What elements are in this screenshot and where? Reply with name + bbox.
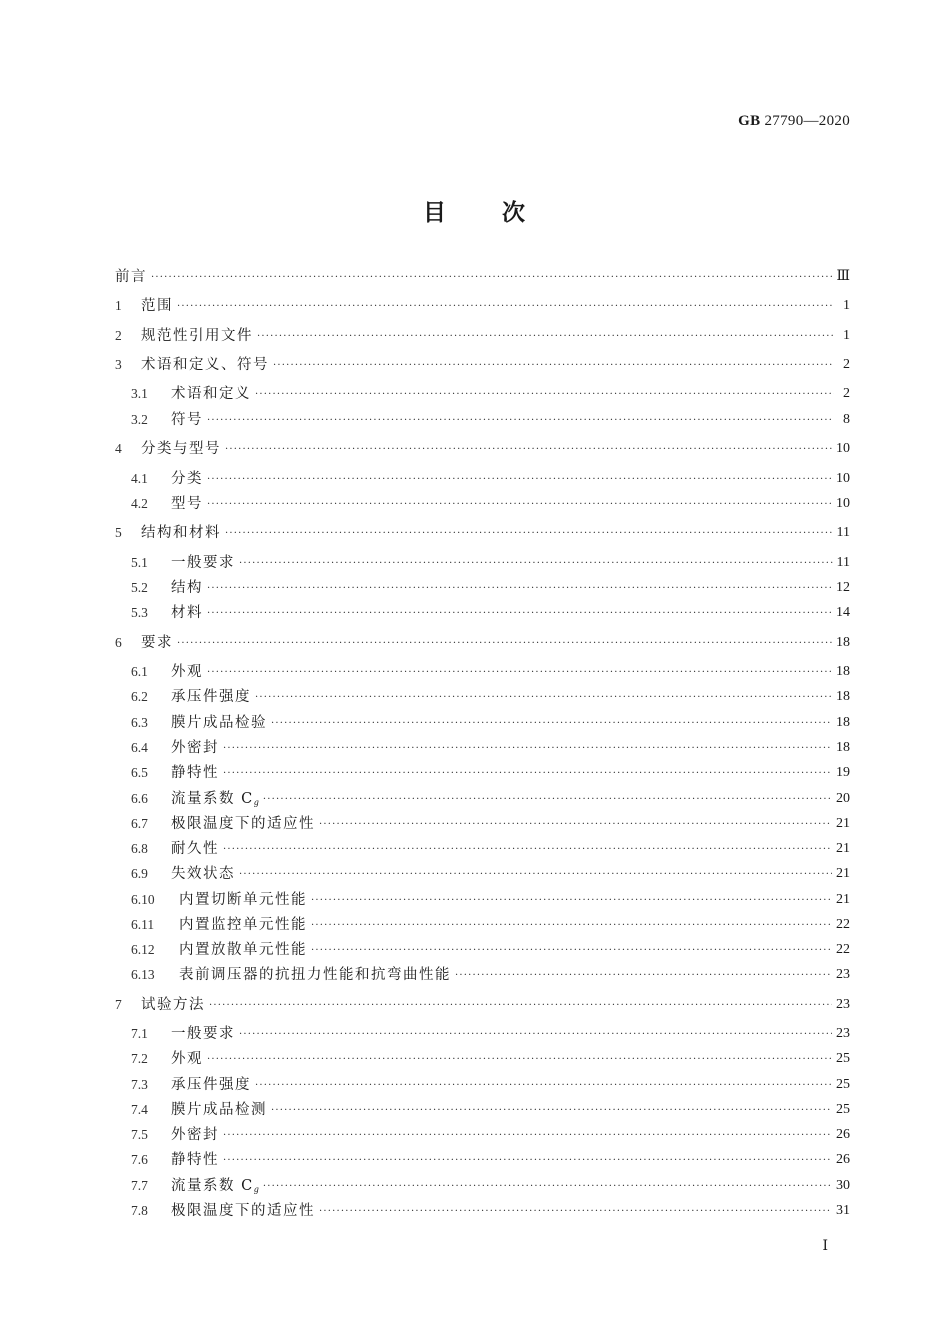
toc-entry[interactable] — [115, 267, 850, 287]
dot-leader — [223, 764, 832, 784]
toc-entry[interactable] — [131, 603, 850, 623]
toc-entry-number: 2 — [115, 328, 122, 343]
toc-entry-label — [115, 326, 253, 346]
toc-entry-page: 23 — [836, 967, 850, 982]
toc-entry-number: 7.1 — [131, 1026, 148, 1041]
toc-entry-title: 极限温度下的适应性 — [171, 816, 315, 832]
dot-leader — [239, 865, 832, 885]
toc-entry[interactable] — [131, 864, 850, 884]
toc-entry[interactable] — [131, 578, 850, 598]
toc-entry-number: 3.2 — [131, 412, 148, 427]
toc-entry-page: 2 — [843, 386, 850, 401]
toc-entry-page: 10 — [836, 496, 850, 511]
toc-entry-label — [131, 1024, 235, 1044]
toc-entry-title: 外密封 — [171, 740, 219, 756]
dot-leader — [311, 891, 832, 911]
dot-leader — [207, 604, 832, 624]
toc-entry-title: 范围 — [141, 298, 173, 314]
toc-entry-page: 21 — [836, 892, 850, 907]
dot-leader — [225, 524, 833, 544]
toc-entry-number: 5.2 — [131, 580, 148, 595]
toc-entry-page: 11 — [836, 555, 850, 570]
toc-entry-page: 21 — [836, 866, 850, 881]
dot-leader — [207, 579, 832, 599]
toc-entry-number: 7.4 — [131, 1102, 148, 1117]
toc-entry-number: 7.2 — [131, 1051, 148, 1066]
toc-entry-title: 规范性引用文件 — [141, 328, 253, 344]
dot-leader — [223, 840, 832, 860]
toc-entry-label — [131, 1100, 267, 1120]
toc-entry-number: 7.7 — [131, 1178, 148, 1193]
toc-entry[interactable] — [115, 355, 850, 375]
toc-entry-label — [115, 633, 173, 653]
toc-entry-page: 8 — [843, 412, 850, 427]
toc-entry-number: 6.4 — [131, 740, 148, 755]
toc-entry-page: 1 — [843, 328, 850, 343]
toc-entry-label — [131, 814, 315, 834]
toc-entry-subscript: g — [253, 1185, 259, 1194]
toc-entry-number: 4 — [115, 441, 122, 456]
toc-entry-label — [131, 738, 219, 758]
dot-leader — [455, 966, 832, 986]
toc-entry-label — [131, 713, 267, 733]
toc-entry-page: Ⅲ — [836, 269, 850, 284]
toc-entry-page: 14 — [836, 605, 850, 620]
toc-entry-number: 7.8 — [131, 1203, 148, 1218]
toc-entry-label — [131, 384, 251, 404]
toc-entry-label — [115, 355, 269, 375]
toc-entry-label — [131, 410, 203, 430]
toc-entry-page: 12 — [836, 580, 850, 595]
toc-entry-number: 6 — [115, 635, 122, 650]
toc-entry-page: 18 — [836, 664, 850, 679]
toc-entry-page: 22 — [836, 917, 850, 932]
toc-entry[interactable] — [131, 1100, 850, 1120]
toc-entry-page: 25 — [836, 1051, 850, 1066]
toc-entry-page: 20 — [836, 791, 850, 806]
toc-entry-title: 型号 — [171, 496, 203, 512]
toc-entry-number: 5 — [115, 525, 122, 540]
toc-entry-title: 流量系数 C — [171, 1178, 254, 1194]
dot-leader — [263, 1177, 832, 1197]
toc-entry[interactable] — [131, 1201, 850, 1221]
dot-leader — [263, 790, 832, 810]
toc-entry[interactable] — [131, 890, 850, 910]
toc-entry-page: 25 — [836, 1077, 850, 1092]
dot-leader — [255, 688, 832, 708]
toc-entry-title: 外观 — [171, 1051, 203, 1067]
toc-entry-page: 1 — [843, 298, 850, 313]
toc-entry[interactable] — [131, 1150, 850, 1170]
dot-leader — [177, 297, 834, 317]
toc-entry-title: 分类 — [171, 471, 203, 487]
toc-entry-label — [131, 494, 203, 514]
toc-entry-label — [115, 523, 221, 543]
toc-entry-number: 7 — [115, 997, 122, 1012]
dot-leader — [151, 268, 832, 288]
toc-entry-label — [131, 1201, 315, 1221]
dot-leader — [255, 1076, 832, 1096]
toc-entry-label — [131, 940, 307, 960]
toc-entry-page: 21 — [836, 841, 850, 856]
toc-entry-title: 内置切断单元性能 — [179, 892, 307, 908]
toc-entry[interactable] — [131, 1176, 850, 1196]
toc-entry-number: 6.12 — [131, 942, 155, 957]
toc-entry[interactable] — [131, 553, 850, 573]
toc-entry-label — [115, 439, 221, 459]
dot-leader — [257, 327, 834, 347]
toc-entry-label — [131, 1075, 251, 1095]
toc-entry-label — [131, 763, 219, 783]
dot-leader — [319, 815, 832, 835]
toc-entry-title: 结构 — [171, 580, 203, 596]
page-number: Ⅰ — [822, 1239, 828, 1254]
toc-entry-label — [115, 995, 205, 1015]
toc-entry-title: 极限温度下的适应性 — [171, 1203, 315, 1219]
toc-entry-label — [131, 1150, 219, 1170]
toc-entry-label — [131, 965, 451, 985]
toc-entry-page: 23 — [836, 1026, 850, 1041]
toc-entry-number: 6.13 — [131, 967, 155, 982]
toc-entry-number: 7.5 — [131, 1127, 148, 1142]
dot-leader — [311, 941, 832, 961]
dot-leader — [271, 1101, 832, 1121]
toc-entry-label — [131, 839, 219, 859]
toc-entry[interactable] — [131, 940, 850, 960]
toc-entry-label — [131, 553, 235, 573]
toc-entry-title: 膜片成品检验 — [171, 715, 267, 731]
toc-entry-page: 2 — [843, 357, 850, 372]
toc-entry-title: 静特性 — [171, 765, 219, 781]
toc-entry-page: 10 — [836, 471, 850, 486]
toc-entry-number: 6.8 — [131, 841, 148, 856]
toc-entry-page: 26 — [836, 1152, 850, 1167]
toc-entry-label — [131, 1176, 259, 1196]
toc-entry-number: 6.10 — [131, 892, 155, 907]
toc-entry-page: 25 — [836, 1102, 850, 1117]
toc-entry-page: 21 — [836, 816, 850, 831]
toc-entry-page: 30 — [836, 1178, 850, 1193]
page-title — [0, 194, 950, 227]
toc-entry-label — [131, 603, 203, 623]
toc-entry-page: 23 — [836, 997, 850, 1012]
toc-entry[interactable] — [131, 1024, 850, 1044]
toc-entry-number: 6.2 — [131, 689, 148, 704]
toc-entry-page: 26 — [836, 1127, 850, 1142]
dot-leader — [207, 1050, 832, 1070]
toc-entry[interactable] — [131, 839, 850, 859]
toc-entry-number: 5.3 — [131, 605, 148, 620]
dot-leader — [223, 1126, 832, 1146]
title-char: 次 — [502, 200, 527, 226]
toc-entry-page: 18 — [836, 715, 850, 730]
dot-leader — [271, 714, 832, 734]
toc-entry[interactable] — [131, 1125, 850, 1145]
dot-leader — [209, 996, 832, 1016]
toc-entry-title: 外观 — [171, 664, 203, 680]
toc-entry-number: 7.6 — [131, 1152, 148, 1167]
toc-entry-page: 22 — [836, 942, 850, 957]
toc-entry-title: 一般要求 — [171, 1026, 235, 1042]
toc-entry-number: 5.1 — [131, 555, 148, 570]
dot-leader — [177, 634, 832, 654]
toc-entry-page: 18 — [836, 635, 850, 650]
toc-entry[interactable] — [131, 1049, 850, 1069]
toc-entry-page: 31 — [836, 1203, 850, 1218]
toc-entry-page: 18 — [836, 740, 850, 755]
toc-entry-title: 一般要求 — [171, 555, 235, 571]
toc-entry-title: 耐久性 — [171, 841, 219, 857]
dot-leader — [207, 411, 834, 431]
toc-entry-title: 术语和定义、符号 — [141, 357, 269, 373]
toc-entry[interactable] — [131, 687, 850, 707]
toc-entry[interactable] — [131, 384, 850, 404]
toc-entry-label — [115, 267, 147, 287]
toc-entry[interactable] — [115, 439, 850, 459]
dot-leader — [207, 470, 832, 490]
toc-entry-number: 6.11 — [131, 917, 155, 932]
title-char: 目 — [423, 200, 448, 226]
toc-entry-title: 承压件强度 — [171, 689, 251, 705]
toc-entry[interactable] — [115, 296, 850, 316]
toc-entry[interactable] — [131, 662, 850, 682]
toc-entry[interactable] — [131, 915, 850, 935]
toc-entry-title: 分类与型号 — [141, 441, 221, 457]
toc-entry-title: 膜片成品检测 — [171, 1102, 267, 1118]
toc-entry-title: 静特性 — [171, 1152, 219, 1168]
toc-entry[interactable] — [131, 494, 850, 514]
toc-entry-title: 流量系数 C — [171, 791, 254, 807]
toc-entry-page: 10 — [836, 441, 850, 456]
toc-entry-label — [131, 578, 203, 598]
dot-leader — [207, 663, 832, 683]
toc-entry-subscript: g — [253, 798, 259, 807]
dot-leader — [225, 440, 832, 460]
toc-entry-title: 材料 — [171, 605, 203, 621]
toc-entry-title: 内置放散单元性能 — [179, 942, 307, 958]
toc-entry-number: 6.9 — [131, 866, 148, 881]
toc-entry-title: 要求 — [141, 635, 173, 651]
toc-entry-number: 6.6 — [131, 791, 148, 806]
toc-entry-page: 18 — [836, 689, 850, 704]
toc-entry-number: 3 — [115, 357, 122, 372]
dot-leader — [273, 356, 834, 376]
toc-entry-label — [131, 789, 259, 809]
toc-entry-page: 19 — [836, 765, 850, 780]
toc-entry-label — [131, 687, 251, 707]
toc-entry[interactable] — [131, 410, 850, 430]
toc-entry[interactable] — [131, 789, 850, 809]
toc-entry-number: 7.3 — [131, 1077, 148, 1092]
toc-entry[interactable] — [131, 1075, 850, 1095]
toc-entry-number: 4.1 — [131, 471, 148, 486]
toc-entry-title: 内置监控单元性能 — [179, 917, 307, 933]
toc-entry-number: 3.1 — [131, 386, 148, 401]
dot-leader — [311, 916, 832, 936]
dot-leader — [319, 1202, 832, 1222]
toc-entry[interactable] — [131, 469, 850, 489]
toc-entry-number: 6.3 — [131, 715, 148, 730]
toc-entry-label — [131, 662, 203, 682]
toc-entry-label — [131, 1125, 219, 1145]
toc-entry-title: 承压件强度 — [171, 1077, 251, 1093]
standard-number-header — [738, 113, 850, 130]
toc-entry[interactable] — [131, 763, 850, 783]
toc-entry-title: 失效状态 — [171, 866, 235, 882]
toc-entry-title: 前言 — [115, 269, 147, 285]
toc-entry-label — [131, 864, 235, 884]
dot-leader — [207, 495, 832, 515]
toc-entry-number: 1 — [115, 298, 122, 313]
toc-entry-number: 4.2 — [131, 496, 148, 511]
dot-leader — [255, 385, 834, 405]
dot-leader — [239, 554, 833, 574]
toc-entry-title: 表前调压器的抗扭力性能和抗弯曲性能 — [179, 967, 451, 983]
toc-entry-title: 外密封 — [171, 1127, 219, 1143]
toc-entry[interactable] — [115, 326, 850, 346]
standard-prefix: GB — [738, 113, 761, 129]
toc-entry-label — [115, 296, 173, 316]
toc-entry[interactable] — [115, 633, 850, 653]
dot-leader — [223, 739, 832, 759]
toc-entry-label — [131, 469, 203, 489]
toc-entry-number: 6.5 — [131, 765, 148, 780]
toc-entry-number: 6.7 — [131, 816, 148, 831]
dot-leader — [223, 1151, 832, 1171]
toc-entry[interactable] — [115, 523, 850, 543]
toc-entry[interactable] — [115, 995, 850, 1015]
toc-entry-number: 6.1 — [131, 664, 148, 679]
toc-entry[interactable] — [131, 965, 850, 985]
toc-entry-title: 结构和材料 — [141, 525, 221, 541]
toc-entry-title: 试验方法 — [141, 997, 205, 1013]
toc-entry-label — [131, 890, 307, 910]
toc-entry-label — [131, 915, 307, 935]
toc-entry-label — [131, 1049, 203, 1069]
toc-entry[interactable] — [131, 713, 850, 733]
standard-number: 27790—2020 — [764, 113, 850, 129]
toc-entry[interactable] — [131, 738, 850, 758]
toc-entry-title: 术语和定义 — [171, 386, 251, 402]
toc-entry-title: 符号 — [171, 412, 203, 428]
toc-entry-page: 11 — [836, 525, 850, 540]
dot-leader — [239, 1025, 832, 1045]
toc-entry[interactable] — [131, 814, 850, 834]
